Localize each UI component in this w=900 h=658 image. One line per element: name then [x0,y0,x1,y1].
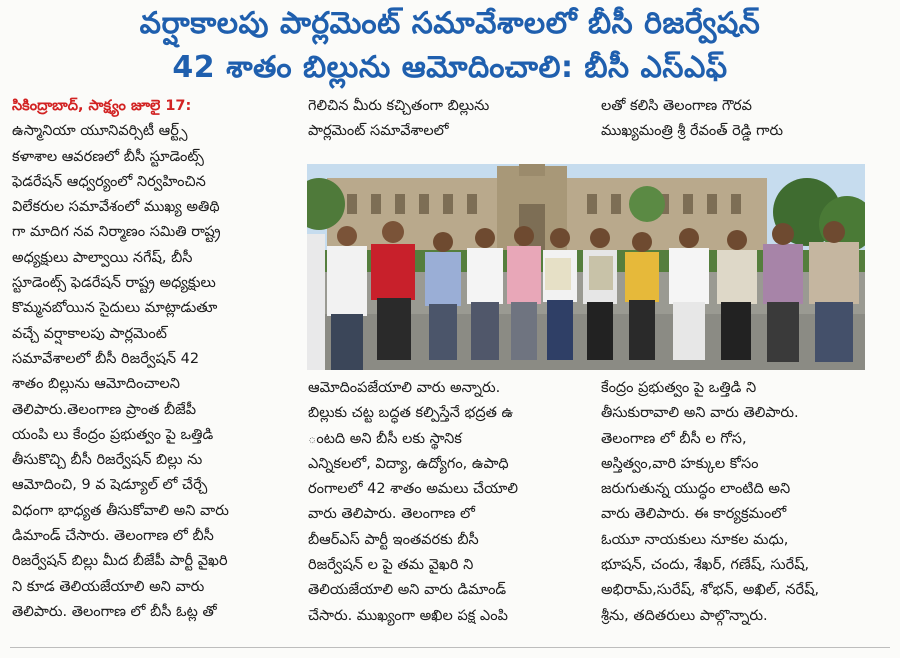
text-line: విలేకరుల సమావేశంలో ముఖ్య అతిథి [12,199,220,216]
text-line: స్టూడెంట్స్ ఫెడరేషన్ రాష్ట్ర అధ్యక్షులు [12,275,216,292]
text-line: తెలిపారు. తెలంగాణ లో బీసీ ఓట్ల తో [12,603,217,620]
text-line: ని కూడ తెలియజేయాలి అని వారు [12,578,205,595]
text-line: సమావేశాలలో బీసీ రిజర్వేషన్ 42 [12,350,200,367]
text-line: ఆమోదించి, 9 వ షెడ్యూల్ లో చేర్చే [12,477,208,494]
text-line: డిమాండ్ చేసారు. తెలంగాణ లో బీసీ [12,528,214,545]
text-line: బిల్లుకు చట్ట బద్ధత కల్పిస్తేనే భద్రత ఉ [308,405,514,422]
text-line: అధ్యక్షులు పాల్వాయి నగేష్, బీసీ [12,249,193,266]
article-column-2-top [308,94,588,145]
text-line: వారు తెలిపారు. ఈ కార్యక్రమంలో [601,506,787,523]
text-line: లతో కలిసి తెలంగాణ గౌరవ [601,98,752,114]
text-line: యంపి లు కేంద్రం ప్రభుత్వం పై ఒత్తిడి [12,426,214,443]
article-column-3-bottom [601,376,891,629]
text-line: తెలంగాణ లో బీసీ ల గోస, [601,430,747,447]
group-photo-illustration [307,164,865,370]
text-line: ముఖ్యమంత్రి శ్రీ రేవంత్ రెడ్డి గారు [601,123,784,140]
text-line: రిజర్వేషన్ ల పై తమ వైఖరి ని [308,557,474,574]
text-line: అస్తిత్వం,వారి హక్కుల కోసం [601,455,759,472]
text-line: బీఆర్ఎస్ పార్టీ ఇంతవరకు బీసీ [308,531,479,548]
text-line: ఫెడరేషన్ ఆధ్వర్యంలో నిర్వహించిన [12,173,206,190]
text-line: గెలిచిన మీరు కచ్చితంగా బిల్లును [308,98,490,114]
text-line: ంటది అని బీసీ లకు స్థానిక [308,430,462,447]
text-line: పార్లమెంట్ సమావేశాలలో [308,123,449,140]
text-line: తీసుకొచ్చి బీసీ రిజర్వేషన్ బిల్లు ను [12,452,203,469]
text-line: ఆమోదింపజేయాలి వారు అన్నారు. [308,380,501,396]
text-line: ఎన్నికలలో, విద్యా, ఉద్యోగం, ఉపాధి [308,455,509,472]
headline-line-2: 42 శాతం బిల్లును ఆమోదించాలి: బీసీ ఎస్ఎఫ్ [172,50,728,85]
text-line: తీసుకురావాలి అని వారు తెలిపారు. [601,405,799,422]
text-line: రిజర్వేషన్ బిల్లు మీద బీజేపీ పార్టీ వైఖరి [12,553,228,570]
text-line: శాతం బిల్లును ఆమోదించాలని [12,376,180,393]
article-column-1 [12,94,294,625]
text-line: ఉస్మానియా యూనివర్సిటీ ఆర్ట్స్ [12,123,188,140]
article-column-2-bottom [308,376,588,629]
text-line: అభిరామ్,సురేష్, శోభన్, అఖిల్, నరేష్, [601,582,820,599]
text-line: వచ్చే వర్షాకాలపు పార్లమెంట్ [12,325,167,342]
headline-line-1: వర్షాకాలపు పార్లమెంట్ సమావేశాలలో బీసీ రిజర్వేషన్ [139,6,761,41]
article-column-3-top [601,94,891,145]
headline [0,0,900,90]
text-line: విధంగా భాధ్యత తీసుకోవాలి అని వారు [12,502,229,519]
dateline: సికింద్రాబాద్, సాక్ష్యం జూలై 17: [12,98,192,114]
text-line: తెలిపారు.తెలంగాణ ప్రాంత బీజేపీ [12,401,197,418]
text-line: కొమ్మనబోయిన సైదులు మాట్లాడుతూ [12,300,218,317]
text-line: గా మాదిగ నవ నిర్మాణం సమితి రాష్ట్ర [12,224,221,241]
text-line: కేంద్రం ప్రభుత్వం పై ఒత్తిడి ని [601,380,757,396]
text-line: చేసారు. ముఖ్యంగా అఖిల పక్ష ఎంపి [308,607,508,624]
text-line: ఓయూ నాయకులు నూకల మధు, [601,531,789,548]
text-line: రంగాలలో 42 శాతం అమలు చేయాలి [308,481,519,498]
text-line: జరుగుతున్న యుద్ధం లాంటిది అని [601,481,791,498]
news-photo [307,164,865,370]
footer-divider [10,647,890,648]
text-line: శ్రీను, తదితరులు పాల్గొన్నారు. [601,607,768,624]
text-line: తెలియజేయాలి అని వారు డిమాండ్ [308,582,507,599]
text-line: వారు తెలిపారు. తెలంగాణ లో [308,506,475,523]
text-line: భూషన్, చందు, శేఖర్, గణేష్, సురేష్, [601,557,810,574]
text-line: కళాశాల ఆవరణలో బీసీ స్టూడెంట్స్ [12,148,204,165]
